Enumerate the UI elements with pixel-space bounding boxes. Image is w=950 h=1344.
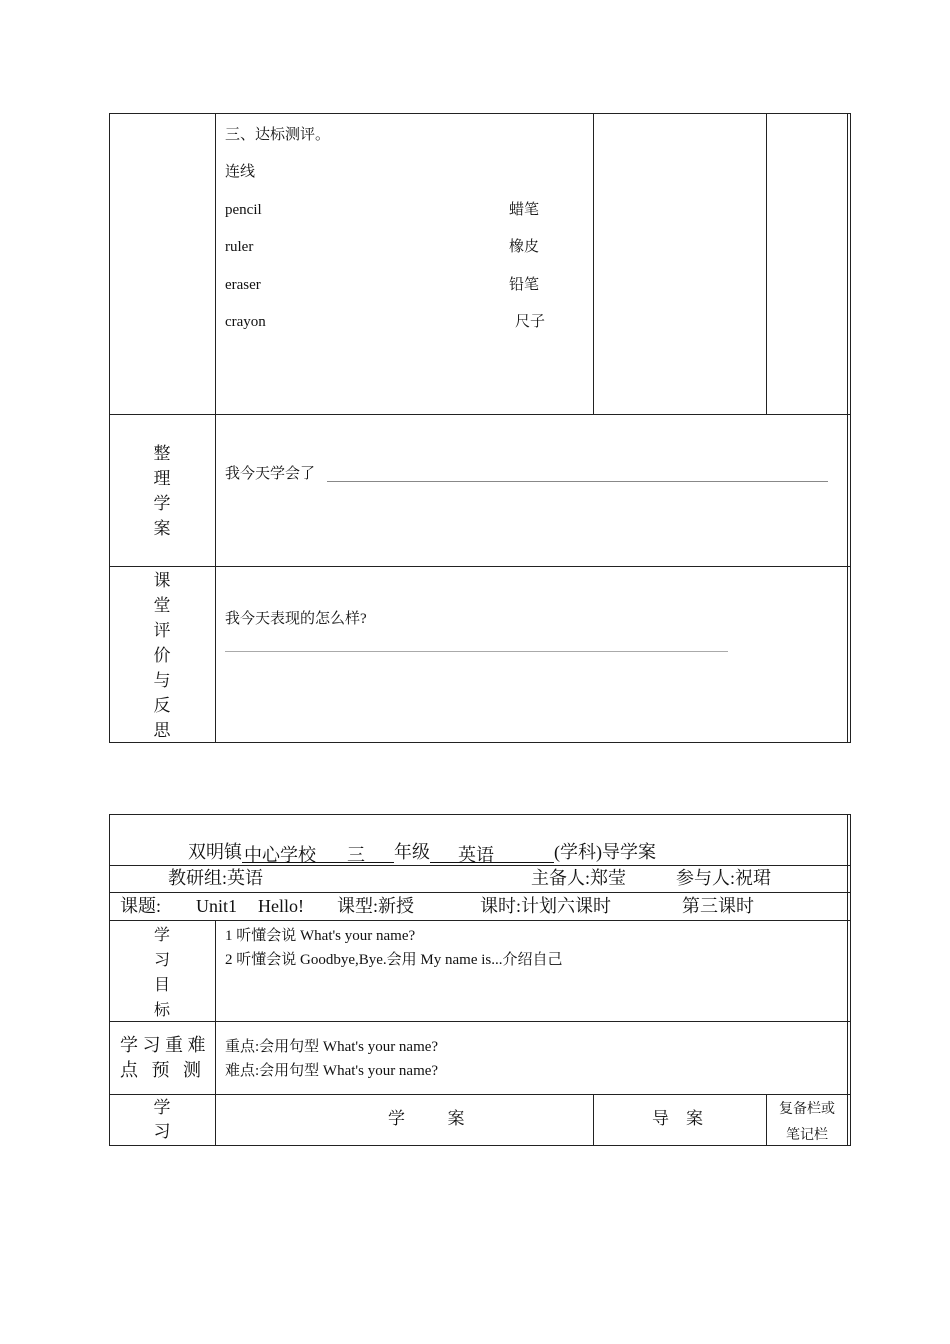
summary-label: 整 理 学 案 [153,444,171,538]
title-school: 中心学校 [244,845,316,865]
keypoints-label-line2: 点 预 测 [120,1060,201,1080]
assessment-heading: 三、达标测评。 [225,127,331,143]
reflection-prompt: 我今天表现的怎么样? [225,611,367,627]
col-header-xuean: 学 案 [388,1109,465,1128]
word-ruler: ruler [225,239,254,255]
key-point: 重点:会用句型 What's your name? [225,1039,439,1055]
col-header-daoan: 导 案 [652,1109,703,1128]
lesson-type: 课型:新授 [337,896,415,916]
meaning-3: 铅笔 [509,277,540,293]
summary-prompt: 我今天学会了 [225,466,316,482]
research-group: 教研组:英语 [168,868,264,888]
col-header-notes-line1: 复备栏或 [779,1102,835,1117]
title-subject: 英语 [430,844,554,863]
goals-label: 学 习 目 标 [153,927,170,1019]
difficult-point: 难点:会用句型 What's your name? [225,1063,439,1079]
goal-item-2: 2 听懂会说 Goodbye,Bye.会用 My name is...介绍自己 [225,952,563,968]
study-label: 学 习 [153,1098,171,1141]
topic-unit: Unit1 [196,896,238,916]
lesson-hours: 课时:计划六课时 [480,896,612,916]
title-grade: 三 [318,844,394,863]
current-period: 第三课时 [682,896,754,916]
word-pencil: pencil [225,202,262,218]
goal-item-1: 1 听懂会说 What's your name? [225,928,416,944]
host-teacher: 主备人:郑莹 [531,868,627,888]
topic-lesson: Hello! [258,896,304,916]
col-header-notes-line2: 笔记栏 [786,1128,828,1143]
title-subject-suffix: (学科)导学案 [554,842,656,862]
title-grade-suffix: 年级 [394,842,430,862]
title-town: 双明镇 [188,842,242,862]
topic-label: 课题: [120,896,162,916]
word-crayon: crayon [225,314,266,330]
matching-instruction: 连线 [225,164,256,180]
reflection-label: 课 堂 评 价 与 反 思 [153,571,171,740]
summary-answer-line[interactable] [327,481,828,482]
participant: 参与人:祝珺 [676,868,772,888]
meaning-4: 尺子 [515,314,546,330]
title-line [188,841,656,863]
meaning-1: 蜡笔 [509,202,540,218]
word-eraser: eraser [225,277,261,293]
keypoints-label-line1: 学 习 重 难 [120,1035,206,1055]
meaning-2: 橡皮 [509,239,540,255]
reflection-answer-line[interactable] [225,651,728,652]
